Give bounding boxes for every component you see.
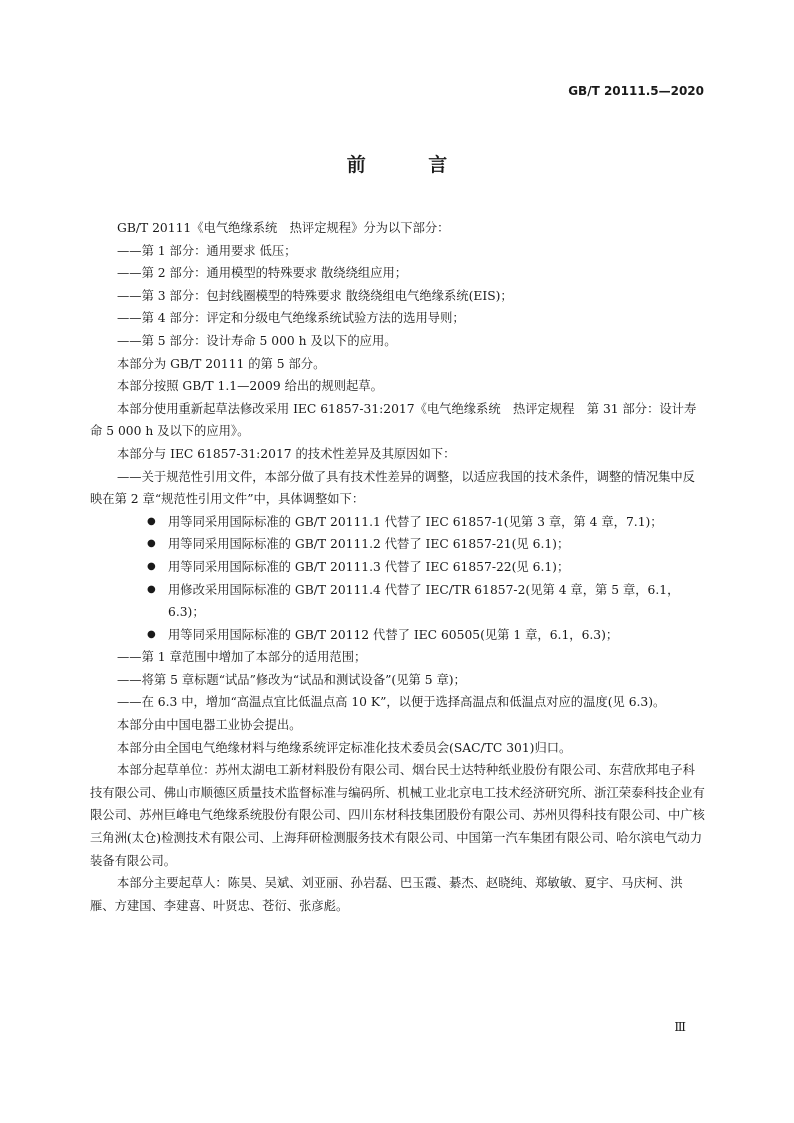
bullet-item: ● 用修改采用国际标准的 GB/T 20111.4 代替了 IEC/TR 61857-2(见第 4 章，第 5 章，6.1，6.3)；: [90, 579, 706, 624]
paragraph-intro: GB/T 20111《电气绝缘系统 热评定规程》分为以下部分：: [117, 221, 450, 235]
page-number: Ⅲ: [674, 1020, 686, 1034]
paragraph: 本部分由中国电器工业协会提出。: [117, 718, 302, 733]
list-item: ——在 6.3 中，增加“高温点宜比低温点高 10 K”，以便于选择高温点和低温点对应的温度(见 6.3)。: [117, 695, 666, 710]
bullet-item: ● 用等同采用国际标准的 GB/T 20111.3 代替了 IEC 61857-22(见 6.1)；: [90, 556, 706, 579]
list-item: ——将第 5 章标题“试品”修改为“试品和测试设备”(见第 5 章)；: [117, 672, 466, 687]
paragraph-drafting-units: 本部分起草单位：苏州太湖电工新材料股份有限公司、烟台民士达特种纸业股份有限公司、东营欣邦电子科技有限公司、佛山市顺德区质量技术监督标准与编码所、机械工业北京电工技术经济研究所、浙江荣泰科技企业有限公司、苏州巨峰电气绝缘系统股份有限公司、四川东材科技集团股份有限公司、苏州贝得科技有限公司、中广核三角洲(太仓)检测技术有限公司、上海拜研检测服务技术有限公司、中国第一汽车集团有限公司、哈尔滨电气动力装备有限公司。: [90, 763, 705, 868]
document-body: [90, 217, 706, 917]
list-item: ——第 5 部分：设计寿命 5 000 h 及以下的应用。: [117, 333, 397, 348]
page-title: 前 言: [346, 154, 476, 176]
list-item: ——第 4 部分：评定和分级电气绝缘系统试验方法的选用导则；: [117, 311, 465, 326]
list-item: ——第 2 部分：通用模型的特殊要求 散绕绕组应用；: [117, 266, 408, 281]
standard-code: GB/T 20111.5—2020: [568, 84, 704, 98]
paragraph: 本部分使用重新起草法修改采用 IEC 61857-31:2017《电气绝缘系统 热评定规程 第 31 部分：设计寿命 5 000 h 及以下的应用》。: [90, 401, 697, 439]
bullet-item: ● 用等同采用国际标准的 GB/T 20112 代替了 IEC 60505(见第 1 章，6.1，6.3)；: [90, 624, 706, 647]
list-item: ——第 3 部分：包封线圈模型的特殊要求 散绕绕组电气绝缘系统(EIS)；: [117, 288, 513, 303]
paragraph-drafters: 本部分主要起草人：陈昊、吴斌、刘亚丽、孙岩磊、巴玉霞、綦杰、赵晓纯、郑敏敏、夏宇、马庆柯、洪雁、方建国、李建喜、叶贤忠、苍衍、张彦彪。: [90, 876, 683, 913]
paragraph: 本部分按照 GB/T 1.1—2009 给出的规则起草。: [117, 379, 383, 394]
bullet-item: ● 用等同采用国际标准的 GB/T 20111.2 代替了 IEC 61857-21(见 6.1)；: [90, 533, 706, 556]
paragraph: 本部分为 GB/T 20111 的第 5 部分。: [117, 356, 326, 371]
list-item: ——第 1 部分：通用要求 低压；: [117, 243, 297, 258]
list-item: ——关于规范性引用文件，本部分做了具有技术性差异的调整，以适应我国的技术条件，调整的情况集中反映在第 2 章“规范性引用文件”中，具体调整如下：: [90, 469, 695, 507]
paragraph: 本部分与 IEC 61857-31:2017 的技术性差异及其原因如下：: [117, 446, 456, 461]
bullet-item: ● 用等同采用国际标准的 GB/T 20111.1 代替了 IEC 61857-1(见第 3 章，第 4 章，7.1)；: [90, 511, 706, 534]
list-item: ——第 1 章范围中增加了本部分的适用范围；: [117, 650, 367, 665]
paragraph: 本部分由全国电气绝缘材料与绝缘系统评定标准化技术委员会(SAC/TC 301)归口。: [117, 740, 572, 755]
